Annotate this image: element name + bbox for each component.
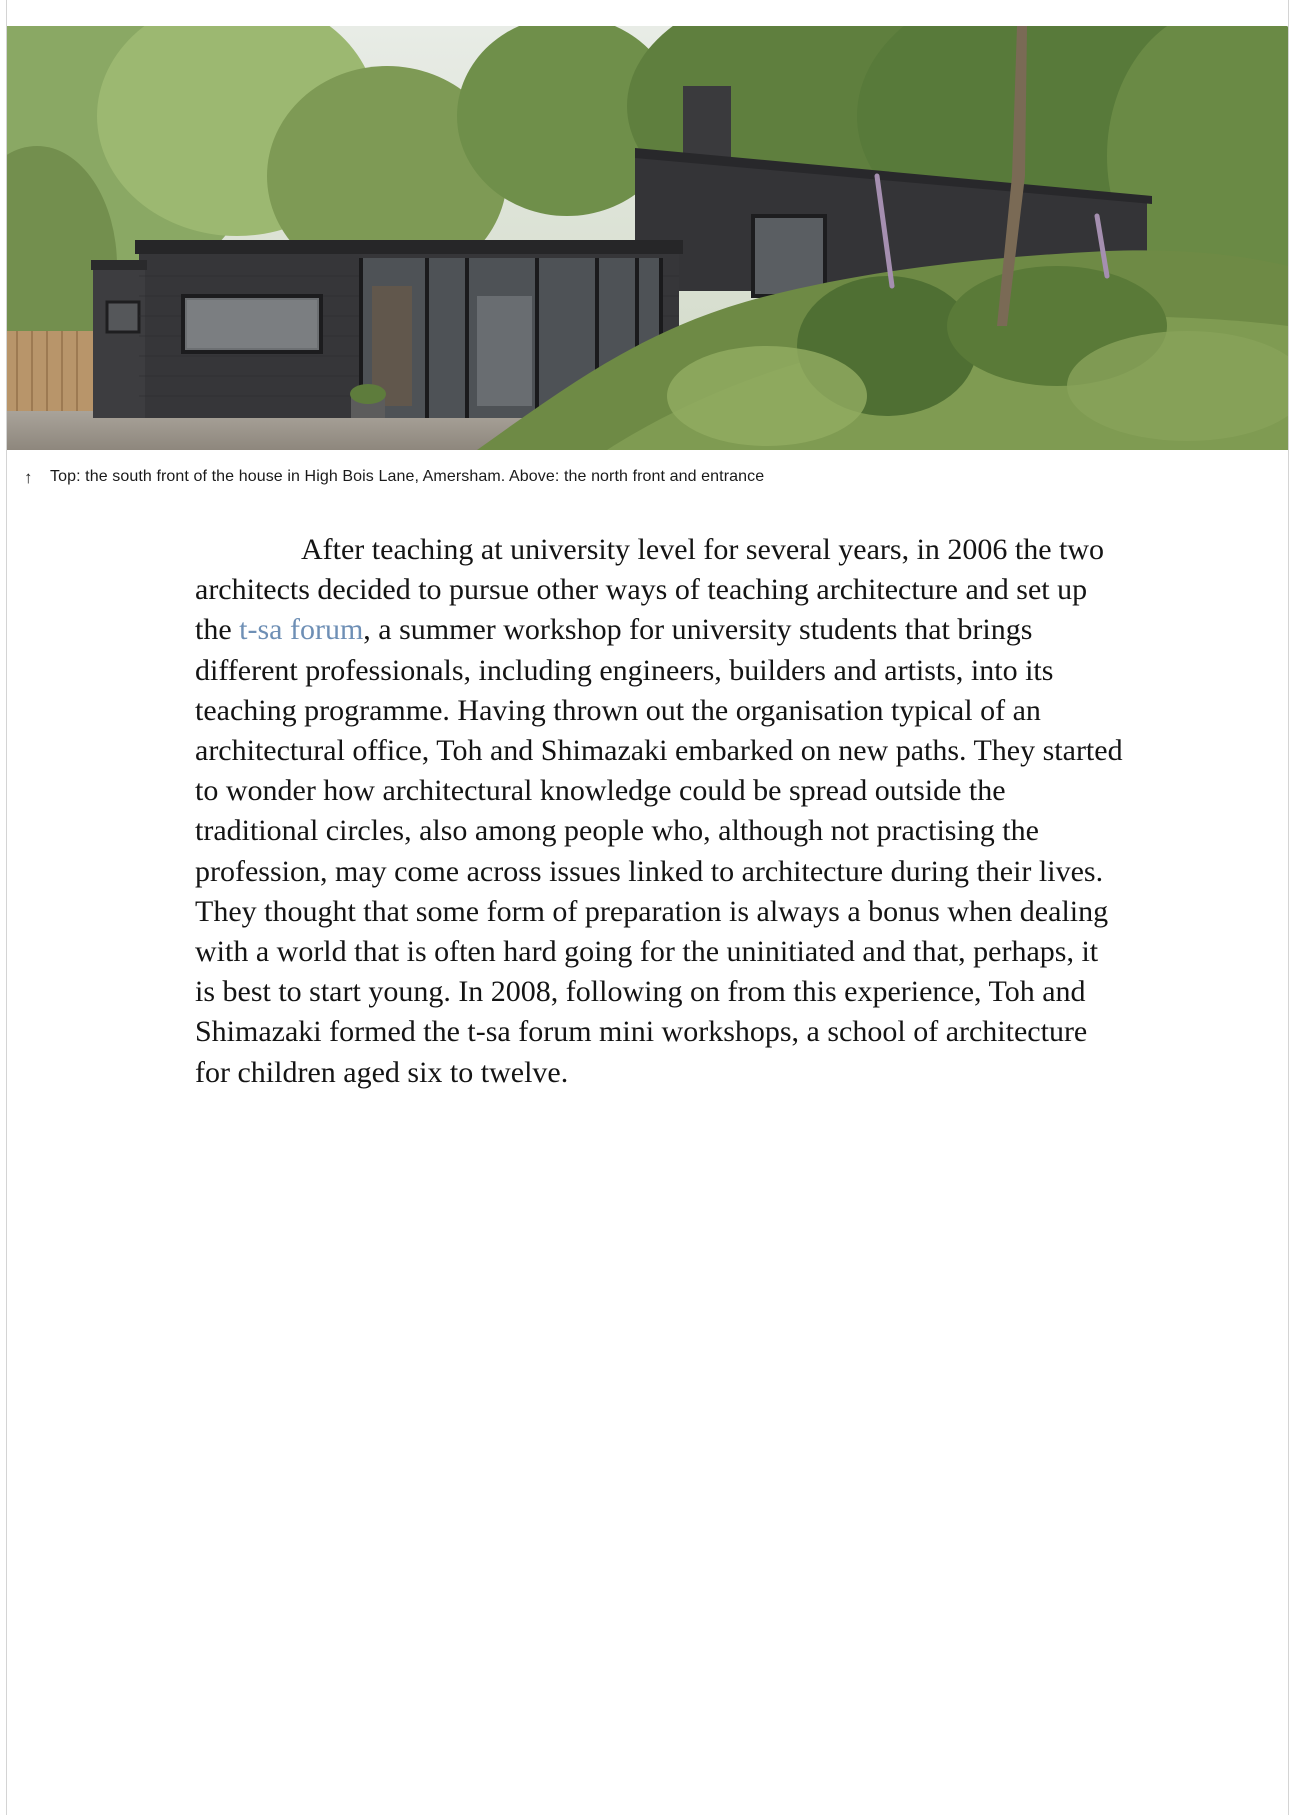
article-paragraph: [195, 530, 1125, 1093]
t-sa-forum-link[interactable]: t-sa forum: [239, 613, 364, 647]
house-photo: [7, 26, 1288, 450]
article-body: [195, 530, 1125, 1093]
paragraph-text-start: After teaching at university level for several years, in 2006 the two architects decided to pursue other ways of teaching architecture and set up the: [195, 533, 1105, 647]
photo-caption: [24, 466, 1224, 488]
arrow-up-icon: ↑: [24, 467, 33, 487]
paragraph-text-end: , a summer workshop for university students that brings different professionals, including engineers, builders and artists, into its teaching programme. Having thrown out the organisation typical of an architectural office, Toh and Shimazaki embarked on new paths. They started to wonder how architectural knowledge could be spread outside the traditional circles, also among people who, although not practising the profession, may come across issues linked to architecture during their lives. They thought that some form of preparation is always a bonus when dealing with a world that is often hard going for the uninitiated and that, perhaps, it is best to start young. In 2008, following on from this experience, Toh and Shimazaki formed the t-sa forum mini workshops, a school of architecture for children aged six to twelve.: [195, 613, 1123, 1089]
caption-text: Top: the south front of the house in High Bois Lane, Amersham. Above: the north front and entrance: [50, 468, 765, 485]
